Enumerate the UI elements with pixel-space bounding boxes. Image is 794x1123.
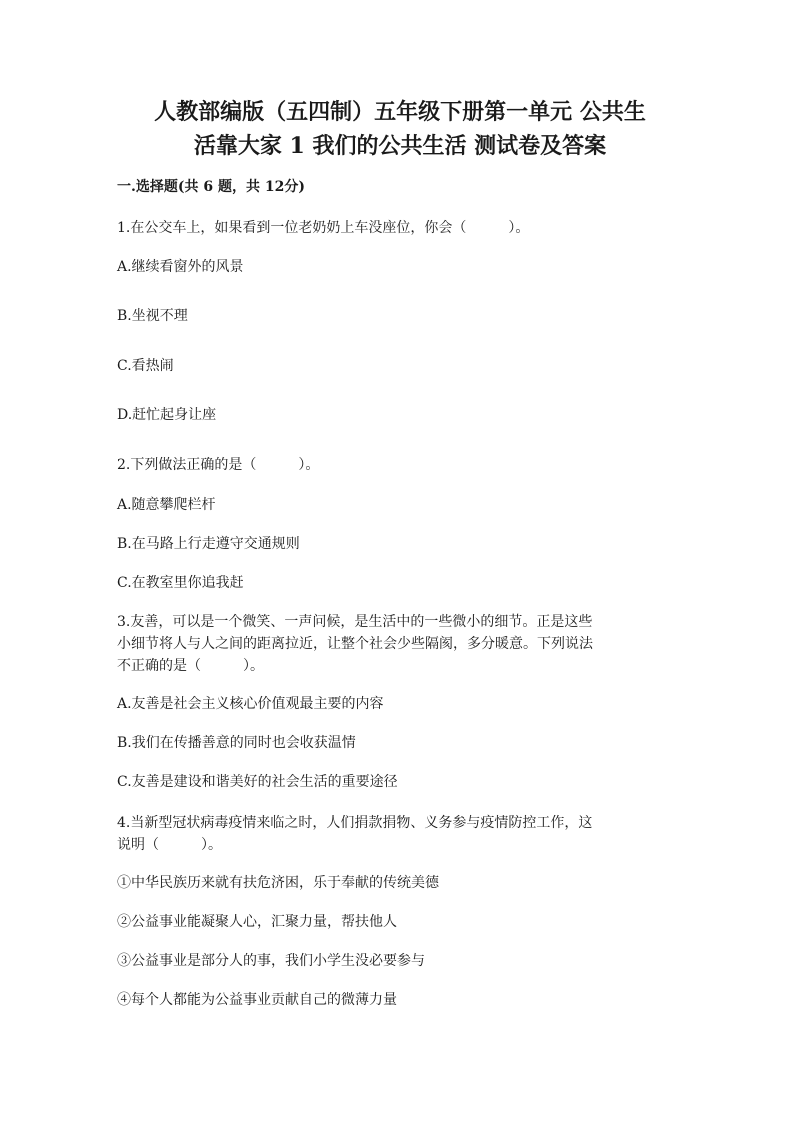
question-4-option-2: ②公益事业能凝聚人心，汇聚力量，帮扶他人	[117, 914, 397, 930]
section-heading: 一.选择题(共 6 题，共 12分)	[117, 179, 305, 195]
question-1-option-b: B.坐视不理	[117, 308, 188, 324]
question-1-option-c: C.看热闹	[117, 358, 174, 374]
question-4-option-3: ③公益事业是部分人的事，我们小学生没必要参与	[117, 953, 425, 969]
question-1-option-a: A.继续看窗外的风景	[117, 259, 244, 275]
question-3-option-c: C.友善是建设和谐美好的社会生活的重要途径	[117, 774, 398, 790]
question-4-option-1: ①中华民族历来就有扶危济困，乐于奉献的传统美德	[117, 875, 439, 891]
question-3-option-b: B.我们在传播善意的同时也会收获温情	[117, 735, 356, 751]
document-title-line-2: 活靠大家 1 我们的公共生活 测试卷及答案	[193, 133, 607, 159]
question-3-stem-line-1: 3.友善，可以是一个微笑、一声问候，是生活中的一些微小的细节。正是这些	[117, 614, 593, 630]
question-3-option-a: A.友善是社会主义核心价值观最主要的内容	[117, 696, 384, 712]
document-title-line-1: 人教部编版（五四制）五年级下册第一单元 公共生	[154, 99, 646, 125]
question-4-stem-line-1: 4.当新型冠状病毒疫情来临之时，人们捐款捐物、义务参与疫情防控工作，这	[117, 815, 593, 831]
question-1-stem: 1.在公交车上，如果看到一位老奶奶上车没座位，你会（ ）。	[117, 220, 530, 236]
question-2-option-b: B.在马路上行走遵守交通规则	[117, 536, 300, 552]
question-2-option-c: C.在教室里你追我赶	[117, 575, 244, 591]
question-4-stem-line-2: 说明（ ）。	[117, 837, 222, 853]
question-1-option-d: D.赶忙起身让座	[117, 407, 217, 423]
question-3-stem-line-3: 不正确的是（ ）。	[117, 658, 264, 674]
question-3-stem-line-2: 小细节将人与人之间的距离拉近，让整个社会少些隔阂，多分暖意。下列说法	[117, 636, 593, 652]
question-4-option-4: ④每个人都能为公益事业贡献自己的微薄力量	[117, 992, 397, 1008]
question-2-stem: 2.下列做法正确的是（ ）。	[117, 457, 320, 473]
question-2-option-a: A.随意攀爬栏杆	[117, 497, 216, 513]
